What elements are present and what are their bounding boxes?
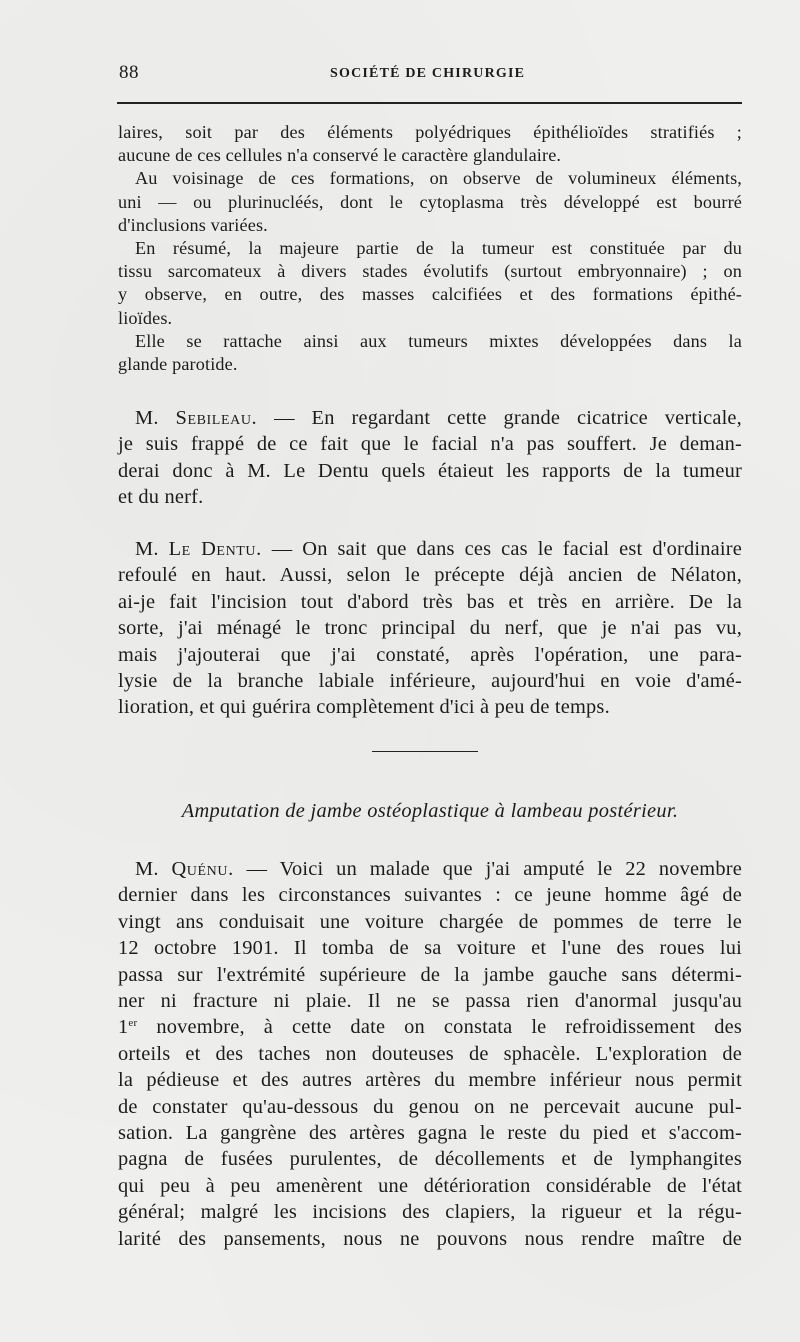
running-head: SOCIÉTÉ DE CHIRURGIE	[330, 66, 526, 81]
text-line: refoulé en haut. Aussi, selon le précepte déjà ancien de Nélaton,	[118, 564, 742, 587]
text-line: lioration, et qui guérira complètement d'ici à peu de temps.	[118, 696, 610, 719]
text-line: d'inclusions variées.	[118, 214, 268, 235]
text-line: lioïdes.	[118, 307, 173, 328]
text-run: — Voici un malade que j'ai amputé le 22 novembre	[233, 858, 742, 880]
text-line: uni — ou plurinucléés, dont le cytoplasma très développé est bourré	[118, 191, 742, 212]
text-line: lysie de la branche labiale inférieure, aujourd'hui en voie d'amé-	[118, 670, 742, 693]
speaker-title: M.	[135, 858, 159, 880]
text-line: aucune de ces cellules n'a conservé le caractère glandulaire.	[118, 145, 562, 166]
text-line: En résumé, la majeure partie de la tumeur est constituée par du	[135, 238, 742, 259]
speaker-title: M.	[135, 407, 159, 429]
text-line: 12 octobre 1901. Il tomba de sa voiture et l'une des roues lui	[118, 937, 742, 960]
text-line: derai donc à M. Le Dentu quels étaieut les rapports de la tumeur	[118, 459, 742, 482]
text-run: novembre, à cette date on constata le refroidissement des	[137, 1016, 742, 1039]
speaker-name: Sebileau.	[175, 407, 258, 429]
text-line: y observe, en outre, des masses calcifiées et des formations épithé-	[118, 284, 742, 305]
text-line: mais j'ajouterai que j'ai constaté, après l'opération, une para-	[118, 643, 742, 666]
sebileau-remark	[118, 405, 742, 511]
text-line: qui peu à peu amenèrent une détérioration considérable de l'état	[118, 1174, 742, 1197]
text-line: sorte, j'ai ménagé le tronc principal du nerf, que je n'ai pas vu,	[118, 617, 742, 640]
text-run: — On sait que dans ces cas le facial est d'ordinaire	[261, 538, 742, 560]
text-line	[118, 405, 742, 431]
text-line: la pédieuse et des autres artères du membre inférieur nous permit	[118, 1069, 742, 1092]
text-line: général; malgré les incisions des clapiers, la rigueur et la régu-	[118, 1201, 742, 1224]
text-line: et du nerf.	[118, 486, 204, 509]
text-line: laires, soit par des éléments polyédriques épithélioïdes stratifiés ;	[118, 122, 742, 142]
text-run: — En regardant cette grande cicatrice verticale,	[257, 407, 742, 429]
header-rule	[117, 102, 742, 104]
text-line: pagna de fusées purulentes, de décollements et de lymphangites	[118, 1148, 742, 1171]
text-line: Elle se rattache ainsi aux tumeurs mixtes développées dans la	[135, 330, 742, 351]
text-line	[118, 536, 742, 562]
text-run: 1	[118, 1016, 129, 1039]
text-line: ai-je fait l'incision tout d'abord très bas et très en arrière. De la	[118, 590, 742, 613]
text-line: de constater qu'au-dessous du genou on ne percevait aucune pul-	[118, 1095, 742, 1118]
text-line: tissu sarcomateux à divers stades évolutifs (surtout embryonnaire) ; on	[118, 261, 742, 282]
speaker-name: Le Dentu.	[168, 538, 262, 560]
text-line: ner ni fracture ni plaie. Il ne se passa rien d'anormal jusqu'au	[118, 990, 742, 1013]
text-line: orteils et des taches non douteuses de sphacèle. L'exploration de	[118, 1042, 742, 1065]
text-line: glande parotide.	[118, 354, 238, 375]
page-header	[119, 62, 740, 88]
text-line: dernier dans les circonstances suivantes : ce jeune homme âgé de	[118, 884, 742, 907]
section-title: Amputation de jambe ostéoplastique à lambeau postérieur.	[181, 800, 679, 822]
text-line: vingt ans conduisait une voiture chargée de pommes de terre le	[118, 910, 742, 933]
quenu-remark	[118, 856, 742, 1252]
superscript: er	[128, 1017, 138, 1030]
text-line: larité des pansements, nous ne pouvons nous rendre maître de	[118, 1227, 742, 1250]
text-line	[118, 1014, 742, 1040]
text-line	[118, 856, 742, 882]
speaker-title: M.	[135, 538, 159, 560]
pathology-report-block	[118, 121, 742, 376]
speaker-name: Quénu.	[171, 858, 234, 880]
page-number: 88	[119, 62, 139, 83]
ledentu-remark	[118, 536, 742, 721]
text-line: passa sur l'extrémité supérieure de la jambe gauche sans détermi-	[118, 963, 742, 986]
text-line: je suis frappé de ce fait que le facial n'a pas souffert. Je deman-	[118, 433, 742, 456]
text-line: sation. La gangrène des artères gagna le reste du pied et s'accom-	[118, 1122, 742, 1145]
section-divider	[372, 751, 478, 752]
text-line: Au voisinage de ces formations, on observe de volumineux éléments,	[135, 168, 742, 189]
